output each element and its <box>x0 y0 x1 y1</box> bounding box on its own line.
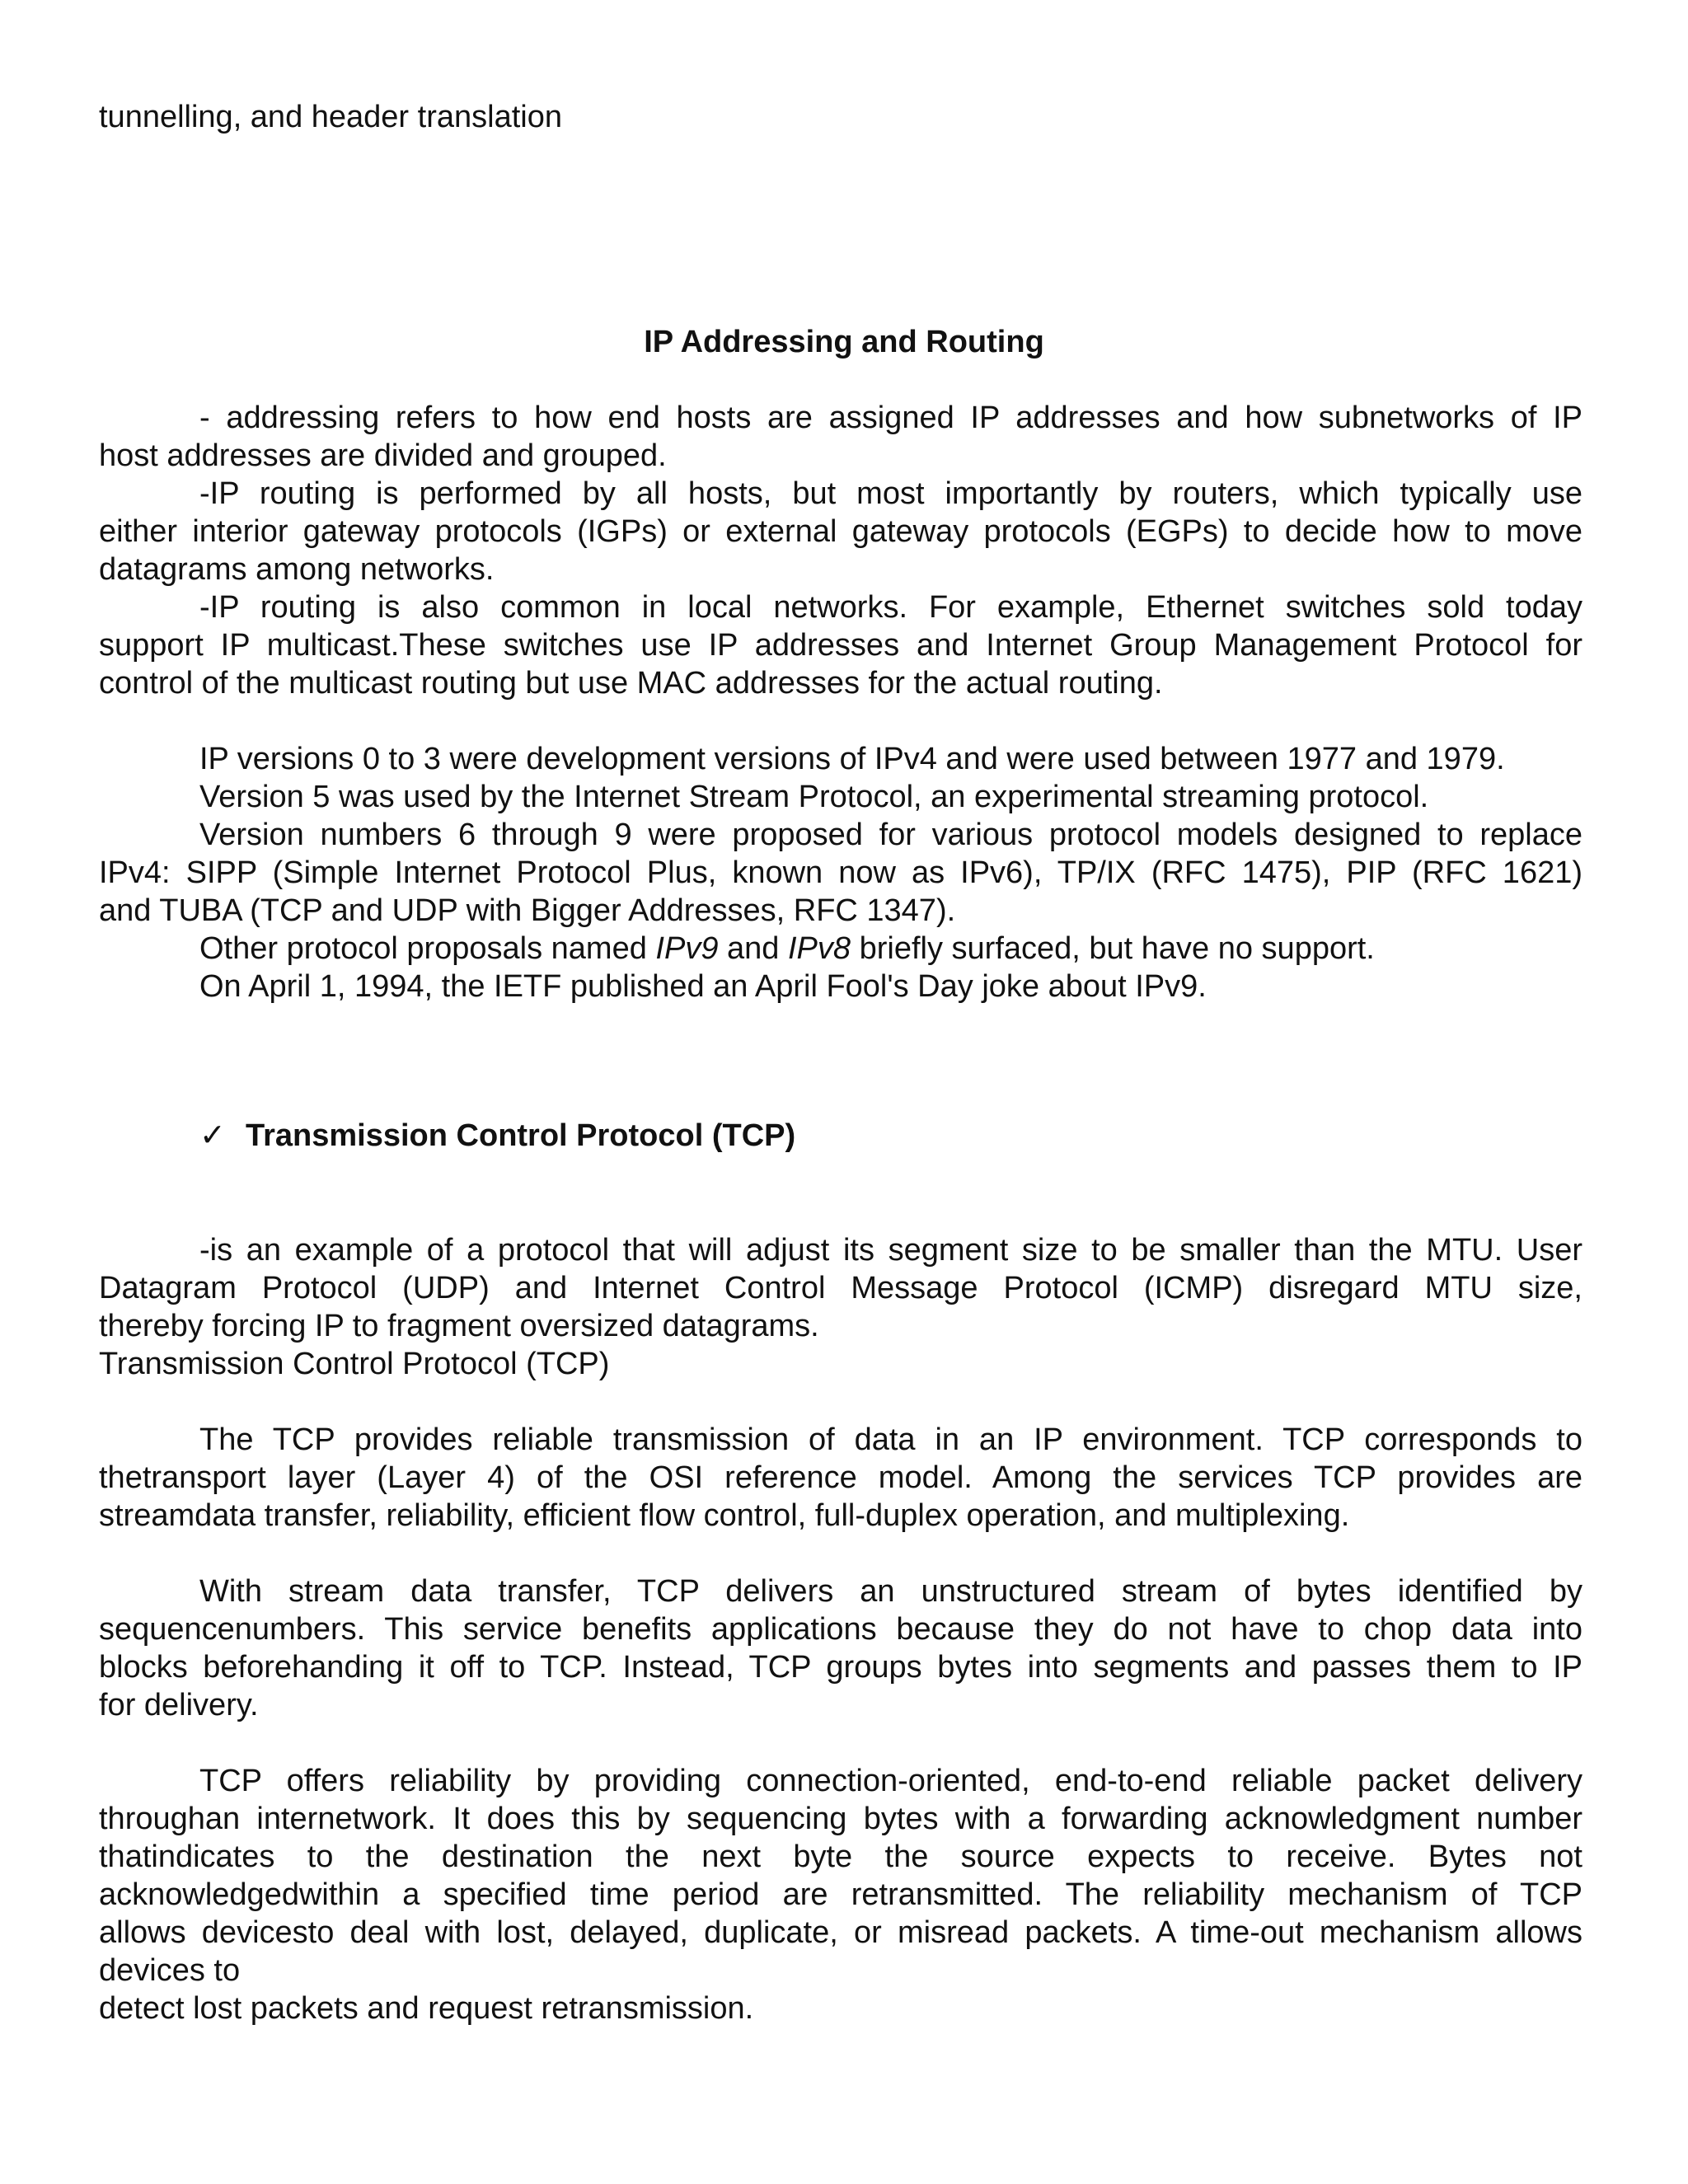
tcp3-line-5: allows devicesto deal with lost, delayed, duplicate, or misread packets. A time-out mechanism allows <box>99 1915 1582 1950</box>
addressing-line-6: -IP routing is also common in local networks. For example, Ethernet switches sold today <box>199 590 1582 625</box>
tcp3-line-3: thatindicates to the destination the next byte the source expects to receive. Bytes not <box>99 1840 1582 1874</box>
addressing-line-7: support IP multicast.These switches use IP addresses and Internet Group Management Protocol for <box>99 628 1582 663</box>
tcp-heading <box>199 1117 795 1155</box>
tcp2-line-4: for delivery. <box>99 1688 259 1722</box>
versions-line-2: Version 5 was used by the Internet Stream Protocol, an experimental streaming protocol. <box>199 780 1429 814</box>
tcp2-line-2: sequencenumbers. This service benefits applications because they do not have to chop data into <box>99 1612 1582 1647</box>
tcp1-line-2: thetransport layer (Layer 4) of the OSI reference model. Among the services TCP provides are <box>99 1460 1582 1495</box>
versions-line-1: IP versions 0 to 3 were development versions of IPv4 and were used between 1977 and 1979. <box>199 742 1505 776</box>
addressing-line-4: either interior gateway protocols (IGPs) or external gateway protocols (EGPs) to decide how to move <box>99 514 1582 549</box>
section-title: IP Addressing and Routing <box>644 325 1044 359</box>
addressing-line-3: -IP routing is performed by all hosts, but most importantly by routers, which typically use <box>199 476 1582 511</box>
ip-versions-paragraphs <box>99 740 1582 1005</box>
tcp3-line-7: detect lost packets and request retransmission. <box>99 1991 754 2026</box>
addressing-line-8: control of the multicast routing but use MAC addresses for the actual routing. <box>99 666 1163 701</box>
top-fragment-text: tunnelling, and header translation <box>99 100 562 134</box>
versions-line-4: IPv4: SIPP (Simple Internet Protocol Plus, known now as IPv6), TP/IX (RFC 1475), PIP (RFC 1621) <box>99 855 1582 890</box>
tcp-paragraph-1 <box>99 1421 1582 1535</box>
ipv8-term: IPv8 <box>788 931 851 966</box>
check-icon: ✓ <box>199 1118 226 1153</box>
addressing-line-2: host addresses are divided and grouped. <box>99 438 667 473</box>
mtu-line-4: Transmission Control Protocol (TCP) <box>99 1347 610 1381</box>
addressing-line-5: datagrams among networks. <box>99 552 495 587</box>
tcp3-line-1: TCP offers reliability by providing connection-oriented, end-to-end reliable packet delivery <box>199 1764 1582 1798</box>
versions-line-5: and TUBA (TCP and UDP with Bigger Addresses, RFC 1347). <box>99 893 956 928</box>
tcp1-line-3: streamdata transfer, reliability, efficient flow control, full-duplex operation, and multiplexing. <box>99 1498 1350 1533</box>
mtu-line-2: Datagram Protocol (UDP) and Internet Control Message Protocol (ICMP) disregard MTU size, <box>99 1271 1582 1305</box>
mtu-paragraph <box>99 1231 1582 1383</box>
tcp3-line-6: devices to <box>99 1953 241 1988</box>
tcp3-line-2: throughan internetwork. It does this by sequencing bytes with a forwarding acknowledgment number <box>99 1802 1582 1836</box>
mtu-line-1: -is an example of a protocol that will adjust its segment size to be smaller than the MTU. User <box>199 1233 1582 1268</box>
versions-line-6: Other protocol proposals named IPv9 and IPv8 briefly surfaced, but have no support. <box>199 931 1375 966</box>
addressing-paragraphs <box>99 399 1582 702</box>
versions-line-3: Version numbers 6 through 9 were proposed for various protocol models designed to replace <box>199 818 1582 852</box>
tcp2-line-1: With stream data transfer, TCP delivers an unstructured stream of bytes identified by <box>199 1574 1582 1609</box>
tcp2-line-3: blocks beforehanding it off to TCP. Instead, TCP groups bytes into segments and passes them to IP <box>99 1650 1582 1685</box>
tcp3-line-4: acknowledgedwithin a specified time period are retransmitted. The reliability mechanism of TCP <box>99 1877 1582 1912</box>
versions-line-7: On April 1, 1994, the IETF published an April Fool's Day joke about IPv9. <box>199 969 1207 1004</box>
tcp-paragraph-2 <box>99 1572 1582 1724</box>
tcp-paragraph-3 <box>99 1762 1582 2027</box>
ipv9-term: IPv9 <box>655 931 719 966</box>
tcp1-line-1: The TCP provides reliable transmission of data in an IP environment. TCP corresponds to <box>199 1422 1582 1457</box>
addressing-line-1: - addressing refers to how end hosts are assigned IP addresses and how subnetworks of IP <box>199 401 1582 435</box>
mtu-line-3: thereby forcing IP to fragment oversized datagrams. <box>99 1309 819 1343</box>
tcp-heading-label: Transmission Control Protocol (TCP) <box>246 1118 796 1153</box>
